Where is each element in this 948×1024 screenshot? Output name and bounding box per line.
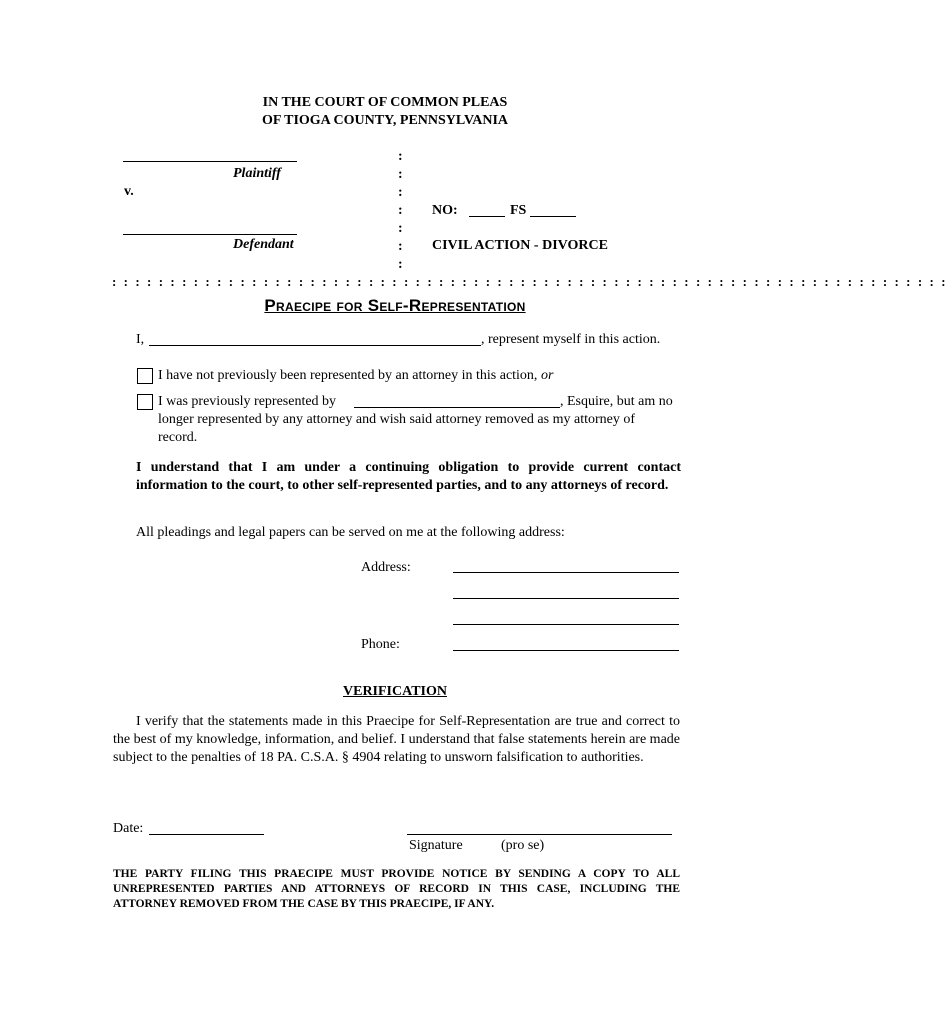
- date-label: Date:: [113, 821, 144, 836]
- date-field[interactable]: [149, 834, 264, 835]
- verification-heading: VERIFICATION: [343, 684, 447, 699]
- docket-no-label: NO:: [432, 203, 458, 218]
- option-previously-represented-prefix: I was previously represented by: [158, 394, 337, 409]
- not-previously-represented-checkbox[interactable]: [137, 368, 153, 384]
- docket-fs-field[interactable]: [530, 216, 576, 217]
- attorney-name-field[interactable]: [354, 407, 560, 408]
- plaintiff-name-line[interactable]: [123, 161, 297, 162]
- caption-colon: :: [398, 203, 403, 218]
- option-not-represented-text: I have not previously been represented by an attorney in this action,: [158, 368, 538, 383]
- caption-colon: :: [398, 257, 403, 272]
- service-statement: All pleadings and legal papers can be served on me at the following address:: [136, 525, 565, 540]
- caption-colon: :: [398, 221, 403, 236]
- address-line-2-field[interactable]: [453, 598, 679, 599]
- caption-colon: :: [398, 239, 403, 254]
- defendant-name-line[interactable]: [123, 234, 297, 235]
- statement-suffix: , represent myself in this action.: [481, 332, 661, 347]
- versus-label: v.: [124, 184, 134, 199]
- caption-colon: :: [398, 185, 403, 200]
- option-previously-represented-line2: longer represented by any attorney and wish said attorney removed as my attorney of: [158, 412, 636, 427]
- caption-divider: : : : : : : : : : : : : : : : : : : : : : : : : : : : : : : : : : : : : : : : : : : : : : : : : : : : : : : : : : : : : : : : : : : : : : : : :: [112, 274, 948, 289]
- statement-prefix: I,: [136, 332, 145, 347]
- civil-action-label: CIVIL ACTION - DIVORCE: [432, 238, 608, 253]
- caption-colon: :: [398, 167, 403, 182]
- address-label: Address:: [361, 560, 411, 575]
- docket-no-field[interactable]: [469, 216, 505, 217]
- option-previously-represented-line3: record.: [158, 430, 198, 445]
- obligation-statement: I understand that I am under a continuing obligation to provide current contact information to the court, to other self-represented parties, and to any attorneys of record.: [136, 460, 681, 493]
- service-notice: THE PARTY FILING THIS PRAECIPE MUST PROVIDE NOTICE BY SENDING A COPY TO ALL UNREPRESENTED PARTIES AND ATTORNEYS OF RECORD IN THIS CASE, INCLUDING THE ATTORNEY REMOVED FROM THE CASE BY THIS PRAECIPE, IF ANY.: [113, 868, 680, 910]
- phone-label: Phone:: [361, 637, 400, 652]
- previously-represented-checkbox[interactable]: [137, 394, 153, 410]
- court-name-line1: IN THE COURT OF COMMON PLEAS: [262, 95, 508, 110]
- option-not-represented: [158, 368, 553, 384]
- option-previously-represented-suffix: , Esquire, but am no: [560, 394, 673, 409]
- docket-fs-label: FS: [510, 203, 527, 218]
- address-line-1-field[interactable]: [453, 572, 679, 573]
- phone-field[interactable]: [453, 650, 679, 651]
- document-title: Praecipe for Self-Representation: [264, 296, 526, 315]
- signature-field[interactable]: [407, 834, 672, 835]
- defendant-label: Defendant: [233, 237, 294, 252]
- signature-label: Signature: [409, 838, 463, 853]
- caption-colon: :: [398, 149, 403, 164]
- party-name-field[interactable]: [149, 345, 481, 346]
- court-name-line2: OF TIOGA COUNTY, PENNSYLVANIA: [261, 113, 509, 128]
- option-or-text: or: [540, 368, 554, 383]
- verification-body: I verify that the statements made in this Praecipe for Self-Representation are true and correct to the best of my knowledge, information, and belief. I understand that false statements herein are made subject to the penalties of 18 PA. C.S.A. § 4904 relating to unsworn falsification to authorities.: [113, 714, 680, 765]
- pro-se-label: (pro se): [501, 838, 545, 853]
- address-line-3-field[interactable]: [453, 624, 679, 625]
- plaintiff-label: Plaintiff: [233, 166, 281, 181]
